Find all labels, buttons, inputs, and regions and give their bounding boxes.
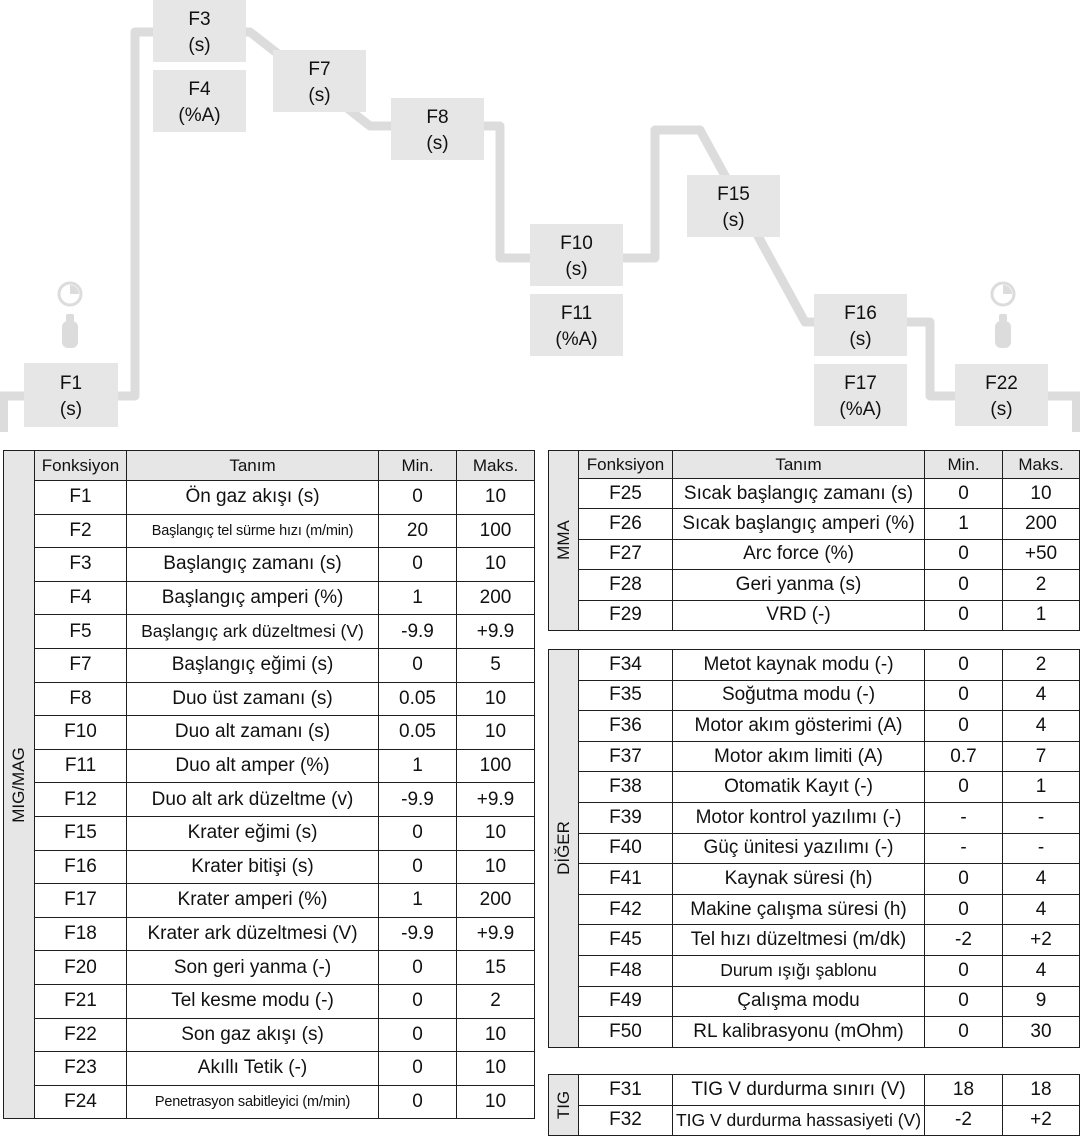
table-row [4,581,535,615]
cell-description: Penetrasyon sabitleyici (m/min) [127,1085,379,1119]
cell-min: 0 [379,1085,457,1119]
cell-function-code: F32 [579,1105,673,1136]
table-row [4,648,535,682]
header-fonksiyon: Fonksiyon [35,451,127,481]
cell-min: 0 [925,479,1003,509]
table-row [4,682,535,716]
cell-max: 15 [457,951,535,985]
header-min: Min. [925,451,1003,479]
cell-max: 200 [1003,509,1080,539]
cell-min: 0 [379,1052,457,1086]
box-unit: (s) [426,133,449,154]
cell-description: Motor kontrol yazılımı (-) [673,802,925,833]
cell-max: 2 [457,984,535,1018]
cell-max: 4 [1003,864,1080,895]
table-row [4,917,535,951]
table-row [549,986,1080,1017]
cell-description: Motor akım gösterimi (A) [673,711,925,742]
diagram-box-f15 [687,175,780,237]
cell-max: 4 [1003,680,1080,711]
table-row [4,481,535,515]
cell-min: - [925,833,1003,864]
cell-max: 10 [457,548,535,582]
cell-description: Krater amperi (%) [127,884,379,918]
header-min: Min. [379,451,457,481]
box-unit: (s) [990,399,1013,420]
cell-function-code: F7 [35,648,127,682]
cell-function-code: F29 [579,600,673,630]
table-row [4,783,535,817]
cell-max: 10 [457,1018,535,1052]
box-code: F15 [717,184,750,205]
cell-function-code: F36 [579,711,673,742]
cell-min: 1 [925,509,1003,539]
table-row [549,772,1080,803]
cell-max: 10 [457,1085,535,1119]
cell-min: 0.05 [379,716,457,750]
table-header-row [4,451,535,481]
group-label-cell [549,650,579,1048]
cell-function-code: F50 [579,1017,673,1048]
cell-min: 0 [379,1018,457,1052]
table-row [549,1017,1080,1048]
cell-description: Duo alt zamanı (s) [127,716,379,750]
table-row [4,884,535,918]
group-label-cell [549,451,579,631]
cell-max: 200 [457,884,535,918]
cell-function-code: F34 [579,650,673,681]
table-row [549,1075,1080,1106]
cell-max: - [1003,833,1080,864]
cell-description: Krater ark düzeltmesi (V) [127,917,379,951]
cell-function-code: F1 [35,481,127,515]
box-unit: (s) [565,259,588,280]
cell-function-code: F39 [579,802,673,833]
cell-min: 1 [379,581,457,615]
cell-max: +9.9 [457,783,535,817]
cell-max: 10 [457,850,535,884]
box-unit: (%A) [178,105,221,126]
cell-function-code: F15 [35,816,127,850]
cell-min: 20 [379,514,457,548]
cell-max: +9.9 [457,615,535,649]
box-unit: (%A) [839,399,882,420]
cell-min: 0 [925,539,1003,569]
gas-timer-icon [992,283,1014,348]
diagram-box-f16 [814,294,907,356]
cell-description: Metot kaynak modu (-) [673,650,925,681]
box-code: F7 [308,59,331,80]
table-row [4,1052,535,1086]
cell-min: 0 [379,816,457,850]
cell-min: 18 [925,1075,1003,1106]
cell-description: TIG V durdurma hassasiyeti (V) [673,1105,925,1136]
cell-function-code: F27 [579,539,673,569]
cell-max: 4 [1003,894,1080,925]
cell-min: 0 [925,894,1003,925]
cell-min: 0.7 [925,741,1003,772]
cell-min: -2 [925,925,1003,956]
cell-function-code: F21 [35,984,127,1018]
table-row [549,600,1080,630]
group-label: TIG [553,1090,573,1120]
cell-max: 9 [1003,986,1080,1017]
cell-min: 0.05 [379,682,457,716]
cell-function-code: F45 [579,925,673,956]
table-row [549,680,1080,711]
diagram-box-f22 [955,364,1048,426]
cell-min: -9.9 [379,615,457,649]
cell-function-code: F2 [35,514,127,548]
cell-max: 10 [457,481,535,515]
cell-min: 1 [379,884,457,918]
cell-function-code: F4 [35,581,127,615]
box-unit: (s) [308,85,331,106]
cell-description: Güç ünitesi yazılımı (-) [673,833,925,864]
cell-max: 30 [1003,1017,1080,1048]
cell-min: -2 [925,1105,1003,1136]
cell-description: VRD (-) [673,600,925,630]
cell-function-code: F35 [579,680,673,711]
diagram-box-f1 [24,363,118,427]
cell-description: Başlangıç eğimi (s) [127,648,379,682]
table-row [549,650,1080,681]
cell-min: -9.9 [379,917,457,951]
cell-min: 0 [925,864,1003,895]
cell-min: - [925,802,1003,833]
cell-description: Makine çalışma süresi (h) [673,894,925,925]
cell-description: Duo üst zamanı (s) [127,682,379,716]
cell-min: 0 [925,955,1003,986]
header-tanim: Tanım [127,451,379,481]
cell-function-code: F24 [35,1085,127,1119]
cell-max: 4 [1003,711,1080,742]
cell-function-code: F37 [579,741,673,772]
cell-function-code: F49 [579,986,673,1017]
cell-max: 5 [457,648,535,682]
group-label-cell [549,1075,579,1136]
table-row [549,741,1080,772]
group-label: MIG/MAG [9,746,28,823]
cell-min: 0 [379,481,457,515]
mma-table [548,450,1080,631]
cell-max: 4 [1003,955,1080,986]
cell-max: 10 [457,716,535,750]
cell-min: 0 [379,850,457,884]
cell-function-code: F23 [35,1052,127,1086]
table-row [4,984,535,1018]
cell-function-code: F42 [579,894,673,925]
table-row [4,514,535,548]
cell-description: Başlangıç ark düzeltmesi (V) [127,615,379,649]
cell-max: 10 [457,816,535,850]
box-code: F16 [844,303,877,324]
table-row [549,570,1080,600]
cell-description: Arc force (%) [673,539,925,569]
table-row [4,850,535,884]
cell-description: Akıllı Tetik (-) [127,1052,379,1086]
table-row [549,955,1080,986]
table-row [4,1085,535,1119]
diagram-box-f4 [153,70,246,132]
cell-function-code: F38 [579,772,673,803]
cell-function-code: F40 [579,833,673,864]
gas-timer-icon [59,283,81,348]
table-row [549,864,1080,895]
box-code: F22 [985,373,1018,394]
table-row [4,951,535,985]
cell-function-code: F28 [579,570,673,600]
table-row [4,816,535,850]
cell-description: Son gaz akışı (s) [127,1018,379,1052]
table-row [4,548,535,582]
cell-description: Başlangıç tel sürme hızı (m/min) [127,514,379,548]
table-row [549,802,1080,833]
header-maks: Maks. [457,451,535,481]
cell-description: Soğutma modu (-) [673,680,925,711]
cell-min: 0 [925,650,1003,681]
header-maks: Maks. [1003,451,1080,479]
cell-description: Ön gaz akışı (s) [127,481,379,515]
cell-min: 0 [925,680,1003,711]
cell-function-code: F11 [35,749,127,783]
box-unit: (s) [59,399,83,420]
cell-min: 0 [379,648,457,682]
cell-description: Krater eğimi (s) [127,816,379,850]
mig-mag-table [3,450,535,1119]
cell-max: 10 [457,682,535,716]
cell-description: RL kalibrasyonu (mOhm) [673,1017,925,1048]
diagram-box-f3 [153,0,246,62]
group-label: DİĞER [553,821,573,876]
cell-description: Son geri yanma (-) [127,951,379,985]
cell-description: Kaynak süresi (h) [673,864,925,895]
table-row [549,1105,1080,1136]
cell-function-code: F26 [579,509,673,539]
cell-min: 0 [379,984,457,1018]
table-row [549,894,1080,925]
cell-function-code: F25 [579,479,673,509]
cell-description: Durum ışığı şablonu [673,955,925,986]
cell-max: 2 [1003,650,1080,681]
table-header-row [549,451,1080,479]
box-code: F10 [560,233,593,254]
header-fonksiyon: Fonksiyon [579,451,673,479]
cell-description: Sıcak başlangıç zamanı (s) [673,479,925,509]
cell-min: 0 [379,951,457,985]
cell-min: 0 [379,548,457,582]
cell-description: TIG V durdurma sınırı (V) [673,1075,925,1106]
cell-max: 1 [1003,772,1080,803]
cell-min: 0 [925,711,1003,742]
cell-function-code: F5 [35,615,127,649]
table-row [549,925,1080,956]
cell-max: 18 [1003,1075,1080,1106]
cell-function-code: F3 [35,548,127,582]
cell-max: 10 [457,1052,535,1086]
cell-function-code: F8 [35,682,127,716]
box-code: F1 [59,373,83,394]
diagram-box-f11 [530,294,623,356]
box-code: F11 [560,303,593,324]
cell-min: 0 [925,600,1003,630]
cell-min: 0 [925,772,1003,803]
cell-function-code: F31 [579,1075,673,1106]
box-code: F3 [188,9,211,30]
cell-max: 200 [457,581,535,615]
cell-max: 10 [1003,479,1080,509]
cell-min: 0 [925,986,1003,1017]
cell-max: 100 [457,749,535,783]
box-unit: (s) [188,35,211,56]
cell-function-code: F10 [35,716,127,750]
cell-description: Krater bitişi (s) [127,850,379,884]
cell-description: Tel kesme modu (-) [127,984,379,1018]
cell-max: 100 [457,514,535,548]
group-label-cell [4,451,35,1119]
box-unit: (s) [722,210,745,231]
cell-description: Başlangıç amperi (%) [127,581,379,615]
cell-min: -9.9 [379,783,457,817]
diger-table [548,649,1080,1048]
cell-function-code: F41 [579,864,673,895]
table-row [549,479,1080,509]
cell-max: 7 [1003,741,1080,772]
cell-description: Geri yanma (s) [673,570,925,600]
diagram-box-f8 [391,98,484,160]
welding-sequence-diagram [0,0,1080,432]
table-row [549,711,1080,742]
table-row [4,615,535,649]
cell-description: Başlangıç zamanı (s) [127,548,379,582]
cell-max: 1 [1003,600,1080,630]
diagram-box-f17 [814,364,907,426]
cell-max: +50 [1003,539,1080,569]
group-label: MMA [553,520,573,561]
cell-min: 1 [379,749,457,783]
cell-function-code: F22 [35,1018,127,1052]
table-row [4,749,535,783]
table-row [549,833,1080,864]
cell-function-code: F18 [35,917,127,951]
diagram-box-f7 [273,50,366,112]
cell-description: Çalışma modu [673,986,925,1017]
diagram-box-f10 [530,224,623,286]
cell-function-code: F17 [35,884,127,918]
cell-function-code: F48 [579,955,673,986]
cell-description: Tel hızı düzeltmesi (m/dk) [673,925,925,956]
cell-max: 2 [1003,570,1080,600]
cell-description: Duo alt amper (%) [127,749,379,783]
box-unit: (%A) [555,329,598,350]
cell-description: Motor akım limiti (A) [673,741,925,772]
cell-max: +2 [1003,925,1080,956]
cell-description: Duo alt ark düzeltme (v) [127,783,379,817]
table-row [549,539,1080,569]
tig-table [548,1074,1080,1136]
cell-min: 0 [925,1017,1003,1048]
cell-function-code: F20 [35,951,127,985]
cell-function-code: F16 [35,850,127,884]
cell-description: Otomatik Kayıt (-) [673,772,925,803]
table-row [4,716,535,750]
box-code: F17 [844,373,877,394]
header-tanim: Tanım [673,451,925,479]
cell-max: - [1003,802,1080,833]
cell-description: Sıcak başlangıç amperi (%) [673,509,925,539]
box-code: F8 [426,107,449,128]
box-unit: (s) [849,329,872,350]
cell-min: 0 [925,570,1003,600]
cell-max: +2 [1003,1105,1080,1136]
table-row [4,1018,535,1052]
box-code: F4 [188,79,211,100]
cell-max: +9.9 [457,917,535,951]
table-row [549,509,1080,539]
cell-function-code: F12 [35,783,127,817]
